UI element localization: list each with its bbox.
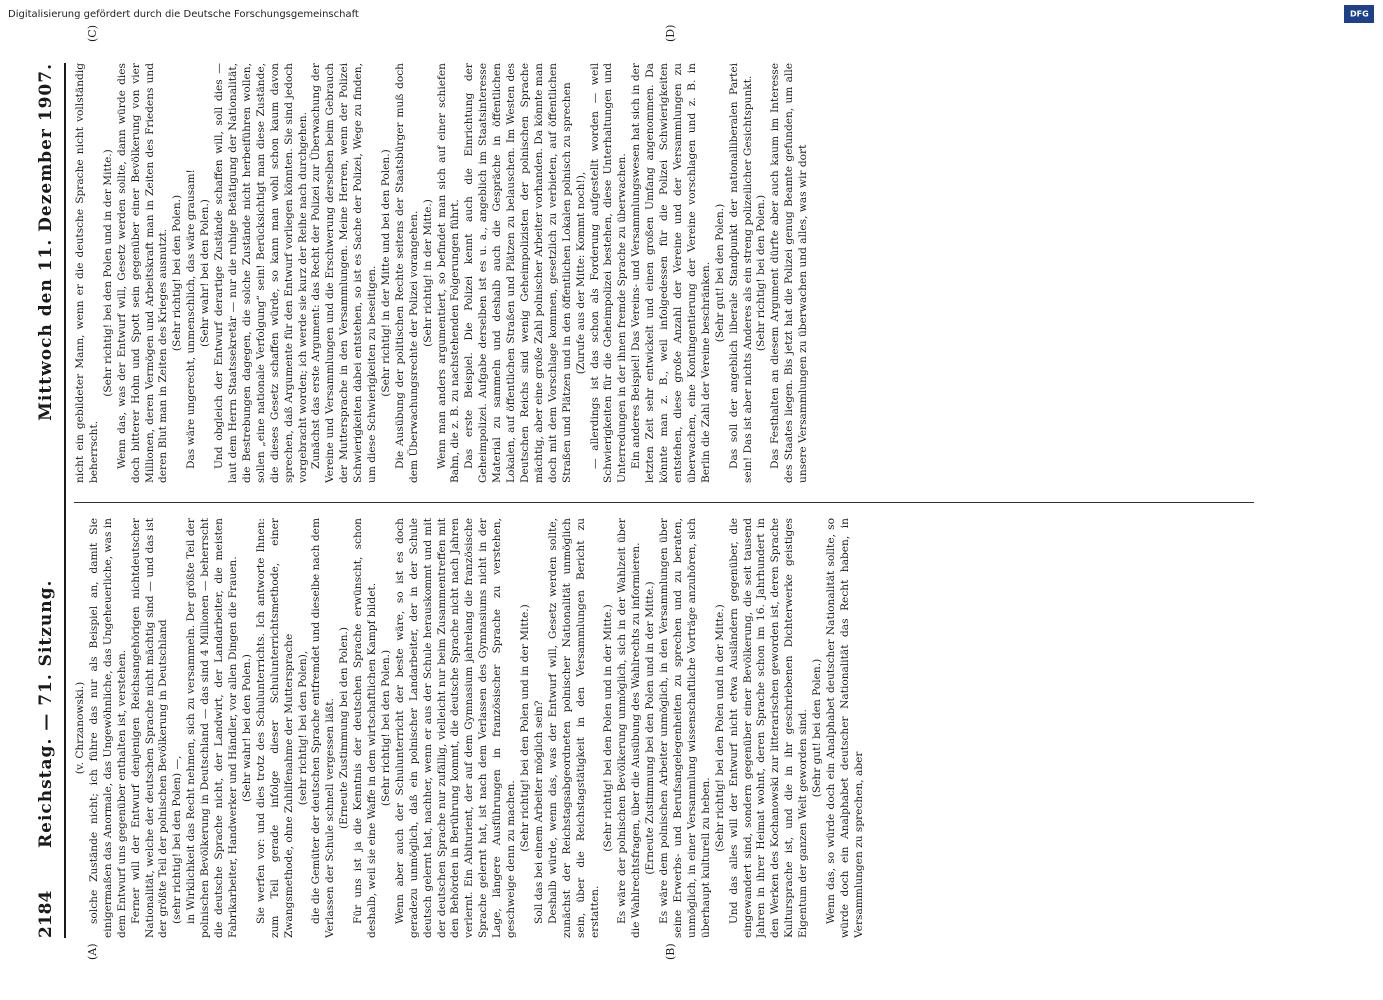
left-column-paragraph: die die Gemüter der deutschen Sprache entfremdet und dieselbe nach dem Verlassen der Schule schnell vergessen läßt. xyxy=(310,518,337,938)
left-column-paragraph: (Sehr richtig! bei den Polen und in der Mitte.) xyxy=(602,604,615,852)
left-column-paragraph: (sehr richtig! bei den Polen), xyxy=(296,650,309,806)
left-column-paragraph: Für uns ist ja die Kenntnis der deutschen Sprache erwünscht, schon deshalb, weil sie eine Waffe in dem wirtschaftlichen Kampf bildet. xyxy=(352,518,379,938)
left-column-paragraph: (Sehr richtig! bei den Polen und in der Mitte.) xyxy=(519,604,531,852)
dfg-logo: DFG xyxy=(1344,5,1374,23)
left-column-paragraph: Wenn das, so würde doch ein Analphabet deutscher Nationalität sollte, so würde doch ein Analphabet deutscher Nationalität das Recht haben, in Versammlungen zu sprechen, aber xyxy=(824,518,865,938)
left-column-paragraph: (v. Chrzanowski.) xyxy=(74,681,86,775)
left-column-paragraph: Es wäre dem polnischen Arbeiter unmöglich, in den Versammlungen über seine Erwerbs- und Berufsangelegenheiten zu sprechen und zu beraten, unmöglich, in einer Versammlung wissenschaftliche Vorträge anzuhören, sich überhaupt kulturell zu heben. xyxy=(658,518,712,938)
right-column-paragraph: Das erste Beispiel. Die Polizei kennt auch die Einrichtung der Geheimpolizei. Aufgabe derselben ist es u. a., angeblich im Staatsinteresse Material zu sammeln und deshalb auch die Gespräche in öffentlichen Lokalen, auf öffentlichen Straßen und Plätzen zu belauschen. Im Westen des Deutschen Reichs sind wenig Geheimpolizisten der polnischen Sprache mächtig, aber eine große Zahl polnischer Arbeiter vorhanden. Da könnte man doch mit dem Vorschlage kommen, gesetzlich zu verbieten, auf öffentlichen Straßen und Plätzen und in den öffentlichen Lokalen polnisch zu sprechen xyxy=(463,63,573,483)
right-column-paragraph: (Sehr richtig! bei den Polen.) xyxy=(171,194,184,352)
left-column-paragraph: Und das alles will der Entwurf nicht etwa Ausländern gegenüber, die eingewandert sind, sondern gegenüber einer Bevölkerung, die seit tausend Jahren in ihrer Heimat wohnt, deren Sprache schon im 16. Jahrhundert in den Werken des Kochanowski zur litterarischen geworden ist, deren Sprache Kultursprache ist, und die in ihr geschriebenen Dichterwerke geistiges Eigentum der ganzen Welt geworden sind. xyxy=(727,518,810,938)
page-number: 2184 xyxy=(36,890,56,938)
right-column-paragraph: Zunächst das erste Argument: das Recht der Polizei zur Überwachung der Vereine und Versammlungen und die Erschwerung derselben beim Gebrauch der Muttersprache in den Versammlungen. Meine Herren, wenn der Polizei Schwierigkeiten dabei entstehen, so ist es Sache der Polizei, Wege zu finden, um diese Schwierigkeiten zu beseitigen. xyxy=(310,63,379,483)
left-column-paragraph: Deshalb würde, wenn das, was der Entwurf will, Gesetz werden sollte, zunächst der Reichstagsabgeordneten polnischer Nationalität unmöglich sein, über die Reichstagstätigkeit in den Versammlungen Bericht zu erstatten. xyxy=(546,518,601,938)
left-column-paragraph: Es wäre der polnischen Bevölkerung unmöglich, sich in der Wahlzeit über die Wahlrechtsfragen, über die Ausübung des Wahlrechts zu informieren. xyxy=(616,518,643,938)
left-column-paragraph: Sie werfen vor: und dies trotz des Schulunterrichts. Ich antworte Ihnen: zum Teil gerade infolge dieser Schulunterrichtsmethode, einer Zwangsmethode, ohne Zuhilfenahme der Muttersprache xyxy=(254,518,295,938)
page-header xyxy=(24,63,66,938)
right-column-paragraph: Ein anderes Beispiel! Das Vereins- und Versammlungswesen hat sich in der letzten Zeit sehr entwickelt und einen großen Umfang angenommen. Da könnte man z. B., weil infolgedessen für die Polizei Schwierigkeiten entstehen, diese große Anzahl der Vereine und der Versammlungen zu überwachen, eine Kontingentierung der Vereine vorschlagen und z. B. in Berlin die Zahl der Vereine beschränken. xyxy=(630,63,712,483)
margin-marker-d: (D) xyxy=(664,24,677,42)
right-column-paragraph: (Zurufe aus der Mitte: Kommt noch!), xyxy=(574,171,587,375)
left-column-paragraph: (Erneute Zustimmung bei den Polen.) xyxy=(338,627,351,829)
left-column-paragraph: (Sehr gut! bei den Polen.) xyxy=(811,658,824,798)
left-column-paragraph: (Sehr richtig! bei den Polen.) xyxy=(379,649,392,807)
right-column-paragraph: (Sehr wahr! bei den Polen.) xyxy=(199,199,212,347)
right-column-paragraph: (Sehr gut! bei den Polen.) xyxy=(713,203,726,343)
margin-marker-a: (A) xyxy=(86,943,99,960)
left-column xyxy=(74,518,1234,938)
session-title: Reichstag. — 71. Sitzung. xyxy=(36,579,56,848)
right-column-paragraph: Das Festhalten an diesem Argument dürfte aber auch kaum im Interesse des Staates liegen. Bis jetzt hat die Polizei genug Beamte gefunden, um alle unsere Versammlungen zu überwachen und alles, was wir dort xyxy=(769,63,810,483)
right-column-paragraph: Die Ausübung der politischen Rechte seitens der Staatsbürger muß doch dem Überwachungsrechte der Polizei vorangehen. xyxy=(393,63,420,483)
left-column-paragraph: Wenn aber auch der Schulunterricht der beste wäre, so ist es doch geradezu unmöglich, daß ein polnischer Landarbeiter, der in der Schule deutsch gelernt hat, nachher, wenn er aus der Schule herauskommt und mit der deutschen Sprache nur zufällig, vielleicht nur beim Zusammentreffen mit den Behörden in Berührung kommt, die deutsche Sprache nicht nach Jahren verlernt. Ein Abiturient, der auf dem Gymnasium jahrelang die französische Sprache gelernt hat, ist nach dem Verlassen des Gymnasiums nicht in der Lage, längere Ausführungen in französischer Sprache zu verstehen, geschweige denn zu machen. xyxy=(393,518,518,938)
column-divider xyxy=(74,502,1254,503)
right-column xyxy=(74,63,1262,483)
left-column-paragraph: (sehr richtig! bei den Polen) —, xyxy=(171,755,184,924)
left-column-paragraph: Soll das bei einem Arbeiter möglich sein? xyxy=(532,700,545,924)
margin-marker-c: (C) xyxy=(86,25,99,42)
left-column-paragraph: (Sehr richtig! bei den Polen und in der Mitte.) xyxy=(713,604,726,852)
left-column-paragraph: (Sehr wahr! bei den Polen.) xyxy=(240,654,253,802)
right-column-paragraph: nicht ein gebildeter Mann, wenn er die deutsche Sprache nicht vollständig beherrscht. xyxy=(74,63,100,483)
right-column-paragraph: Und obgleich der Entwurf derartige Zustände schaffen will, soll dies — laut dem Herrn Staatssekretär — nur die ruhige Betätigung der Nationalität, die Bestrebungen dagegen, die solche Zustände nicht herbeiführen wollen, sollen „eine nationale Verfolgung“ sein! Berücksichtigt man diese Zustände, die dieses Gesetz schaffen würde, so kann man wohl schon kaum davon sprechen, daß Argumente für den Entwurf vorliegen könnten. Sie sind jedoch vorgebracht worden; ich werde sie kurz der Reihe nach durchgehen. xyxy=(213,63,309,483)
left-column-paragraph: Ferner will der Entwurf denjenigen Reichsangehörigen nichtdeutscher Nationalität, welche der deutschen Sprache nicht mächtig sind — und das ist der größte Teil der polnischen Bevölkerung in Deutschland xyxy=(129,518,170,938)
margin-marker-b: (B) xyxy=(664,943,677,960)
right-column-paragraph: — allerdings ist das schon als Forderung aufgestellt worden — weil Schwierigkeiten für die Geheimpolizei bestehen, diese Unterhaltungen und Unterredungen in der ihnen fremde Sprache zu überwachen. xyxy=(588,63,629,483)
digitization-note: Digitalisierung gefördert durch die Deutsche Forschungsgemeinschaft xyxy=(8,9,359,20)
right-column-paragraph: (Sehr richtig! bei den Polen.) xyxy=(755,194,768,352)
right-column-paragraph: Das wäre ungerecht, unmenschlich, das wäre grausam! xyxy=(185,169,198,469)
left-column-paragraph: solche Zustände nicht; ich führe das nur als Beispiel an, damit Sie einigermaßen das Anormale, das Ungewöhnliche, das Ungeheuerliche, was in dem Entwurf uns gegenüber enthalten ist, verstehen. xyxy=(87,518,128,938)
right-column-paragraph: Das soll der angeblich liberale Standpunkt der nationalliberalen Partei sein! Das ist aber nichts Anderes als ein streng polizeilicher Gesichtspunkt. xyxy=(727,63,754,483)
right-column-paragraph: (Sehr richtig! in der Mitte.) xyxy=(421,199,434,347)
session-date: Mittwoch den 11. Dezember 1907. xyxy=(36,63,56,421)
right-column-paragraph: (Sehr richtig! bei den Polen und in der Mitte.) xyxy=(101,149,114,397)
right-column-paragraph: (Sehr richtig! in der Mitte und bei den Polen.) xyxy=(379,149,392,397)
right-column-paragraph: Wenn das, was der Entwurf will, Gesetz werden sollte, dann würde dies doch bitterer Hohn und Spott sein gegenüber einer Bevölkerung von vier Millionen, deren Vermögen und Arbeitskraft man in Zeiten des Friedens und deren Blut man in Zeiten des Krieges ausnutzt. xyxy=(115,63,170,483)
right-column-paragraph: Wenn man anders argumentiert, so befindet man sich auf einer schiefen Bahn, die z. B. zu nachstehenden Folgerungen führt. xyxy=(435,63,462,483)
left-column-paragraph: in Wirklichkeit das Recht nehmen, sich zu versammeln. Der größte Teil der polnischen Bevölkerung in Deutschland — das sind 4 Millionen — beherrscht die deutsche Sprache nicht, der Landwirt, der Landarbeiter, die meisten Fabrikarbeiter, Handwerker und Händler, vor allen Dingen die Frauen. xyxy=(185,518,239,938)
left-column-paragraph: (Erneute Zustimmung bei den Polen und in der Mitte.) xyxy=(644,581,657,875)
